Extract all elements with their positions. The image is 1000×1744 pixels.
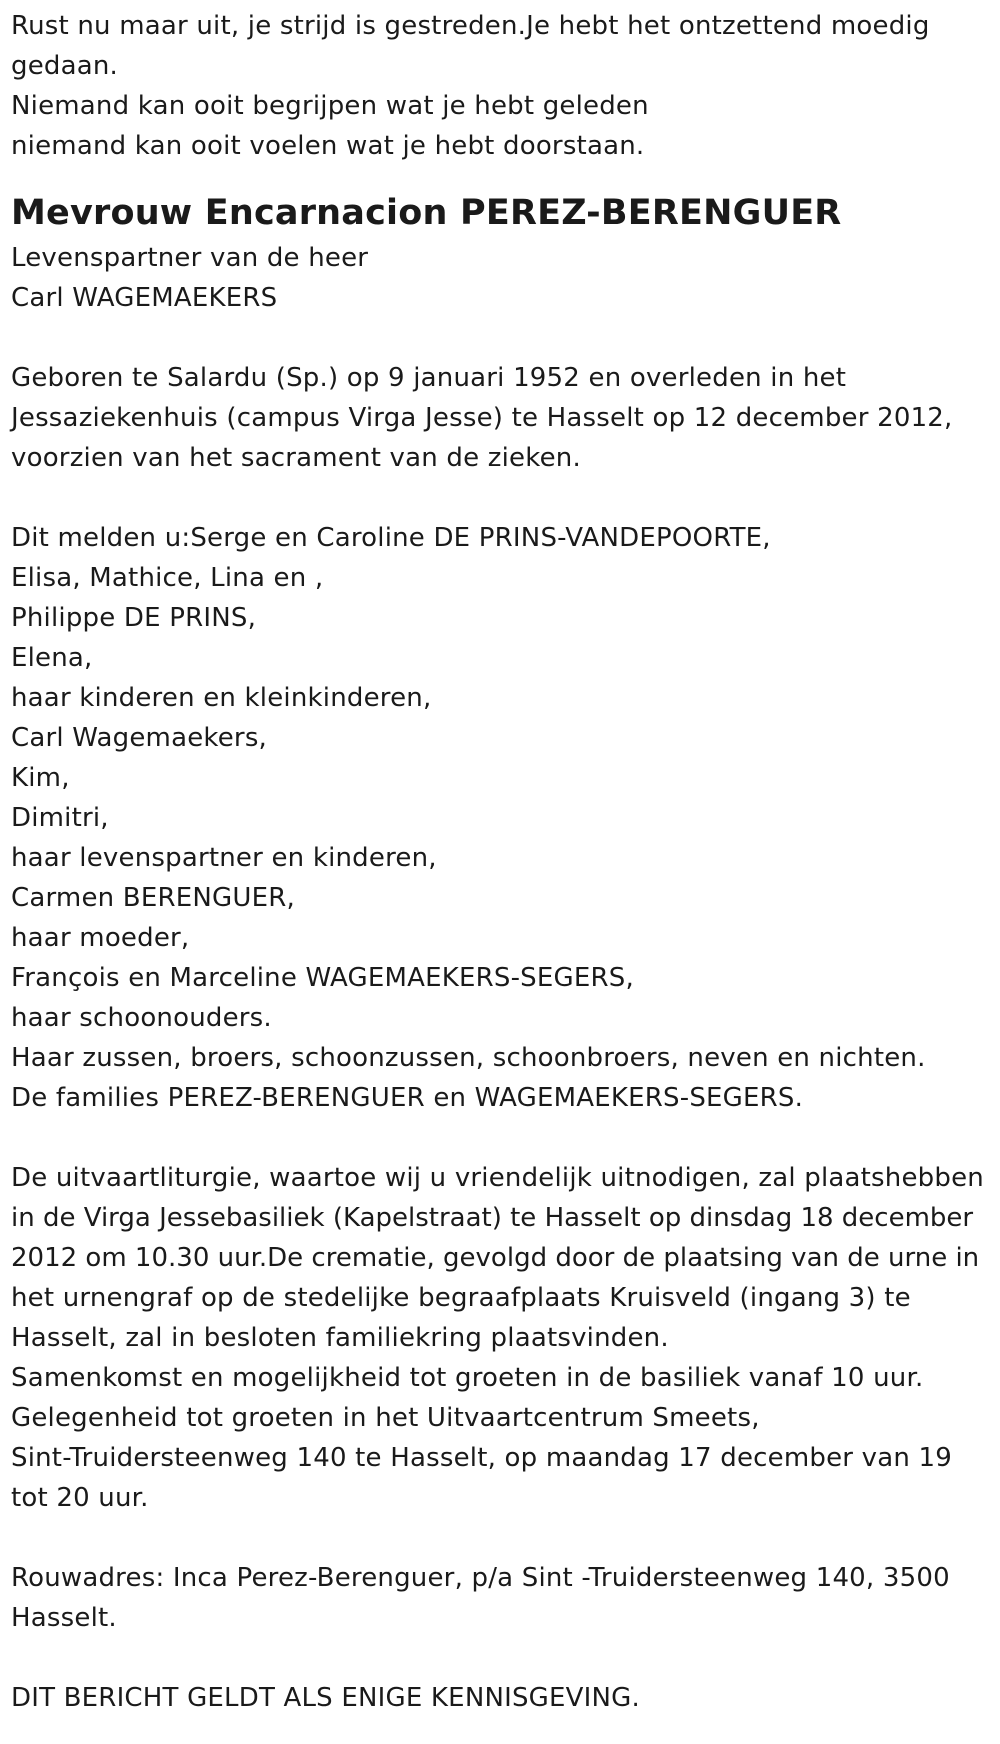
address-line: Hasselt. (11, 1603, 117, 1633)
announcer-line: Dimitri, (11, 803, 109, 833)
partner-line: Levenspartner van de heer (11, 243, 369, 273)
ceremony-line: Gelegenheid tot groeten in het Uitvaartcentrum Smeets, (11, 1403, 760, 1433)
obituary-document (11, 0, 986, 1718)
poem-section (11, 6, 986, 166)
ceremony-line: het urnengraf op de stedelijke begraafplaats Kruisveld (ingang 3) te (11, 1283, 911, 1313)
announcer-line: Haar zussen, broers, schoonzussen, schoonbroers, neven en nichten. (11, 1043, 926, 1073)
address-section (11, 1558, 986, 1638)
announcer-line: Kim, (11, 763, 70, 793)
announcer-line: haar schoonouders. (11, 1003, 272, 1033)
announcers-section (11, 518, 986, 1118)
ceremony-section (11, 1158, 986, 1518)
birth-death-line: Geboren te Salardu (Sp.) op 9 januari 1952 en overleden in het (11, 363, 847, 393)
announcer-line: Elisa, Mathice, Lina en , (11, 563, 324, 593)
announcer-line: Elena, (11, 643, 93, 673)
announcer-line: Philippe DE PRINS, (11, 603, 257, 633)
announcer-line: Carl Wagemaekers, (11, 723, 268, 753)
birth-death-section (11, 358, 986, 478)
ceremony-line: Samenkomst en mogelijkheid tot groeten in de basiliek vanaf 10 uur. (11, 1363, 924, 1393)
address-line: Rouwadres: Inca Perez-Berenguer, p/a Sint -Truidersteenweg 140, 3500 (11, 1563, 950, 1593)
birth-death-line: Jessaziekenhuis (campus Virga Jesse) te Hasselt op 12 december 2012, (11, 403, 953, 433)
announcer-line: Dit melden u:Serge en Caroline DE PRINS-VANDEPOORTE, (11, 523, 771, 553)
poem-line: gedaan. (11, 51, 119, 81)
announcer-line: haar levenspartner en kinderen, (11, 843, 437, 873)
poem-line: Rust nu maar uit, je strijd is gestreden.Je hebt het ontzettend moedig (11, 11, 930, 41)
announcer-line: haar kinderen en kleinkinderen, (11, 683, 432, 713)
announcer-line: haar moeder, (11, 923, 190, 953)
partner-section (11, 238, 986, 318)
partner-line: Carl WAGEMAEKERS (11, 283, 278, 313)
poem-line: niemand kan ooit voelen wat je hebt doorstaan. (11, 131, 645, 161)
birth-death-line: voorzien van het sacrament van de zieken. (11, 443, 581, 473)
closing-notice: DIT BERICHT GELDT ALS ENIGE KENNISGEVING. (11, 1683, 640, 1713)
poem-line: Niemand kan ooit begrijpen wat je hebt geleden (11, 91, 649, 121)
ceremony-line: tot 20 uur. (11, 1483, 149, 1513)
ceremony-line: in de Virga Jessebasiliek (Kapelstraat) te Hasselt op dinsdag 18 december (11, 1203, 974, 1233)
ceremony-line: Hasselt, zal in besloten familiekring plaatsvinden. (11, 1323, 669, 1353)
announcer-line: Carmen BERENGUER, (11, 883, 295, 913)
announcer-line: De families PEREZ-BERENGUER en WAGEMAEKERS-SEGERS. (11, 1083, 804, 1113)
ceremony-line: De uitvaartliturgie, waartoe wij u vriendelijk uitnodigen, zal plaatshebben (11, 1163, 984, 1193)
ceremony-line: 2012 om 10.30 uur.De crematie, gevolgd door de plaatsing van de urne in (11, 1243, 980, 1273)
ceremony-line: Sint-Truidersteenweg 140 te Hasselt, op maandag 17 december van 19 (11, 1443, 952, 1473)
deceased-name: Mevrouw Encarnacion PEREZ-BERENGUER (11, 193, 842, 233)
announcer-line: François en Marceline WAGEMAEKERS-SEGERS, (11, 963, 634, 993)
